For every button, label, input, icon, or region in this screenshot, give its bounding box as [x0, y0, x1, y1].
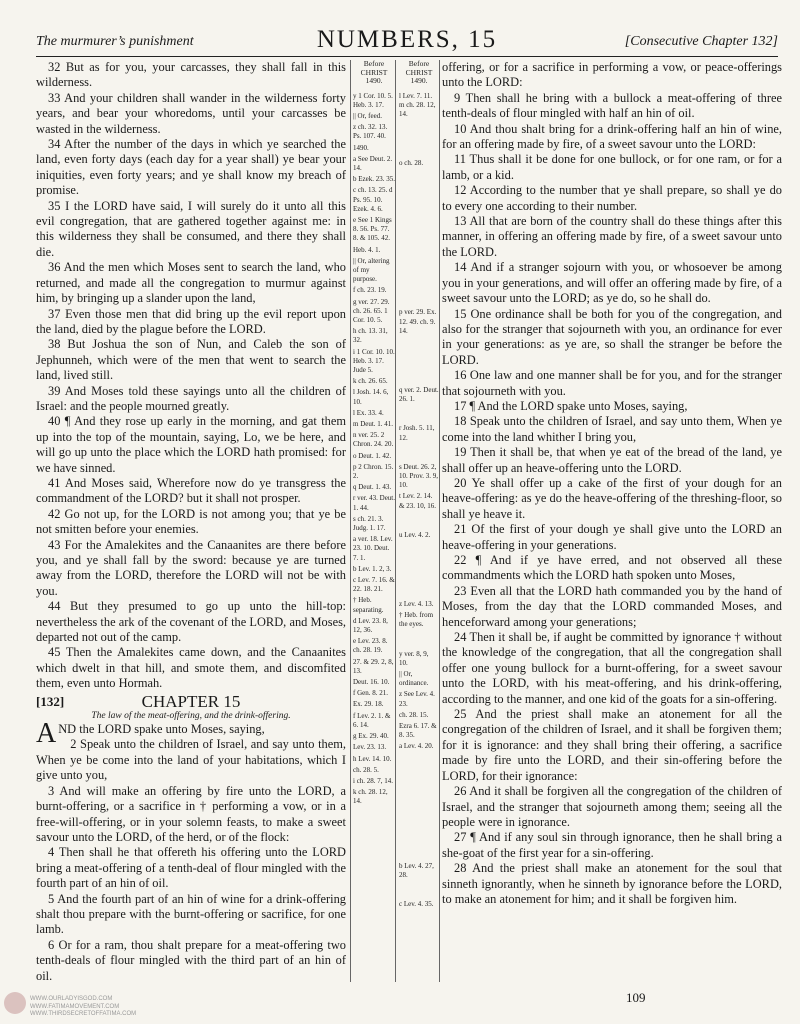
margin-reference: b Ezek. 23. 35.	[353, 175, 395, 184]
verse: 15 One ordinance shall be both for you of the congregation, and also for the stranger that sojourneth with you, an ordinance for ever in your generations: as ye are, so shall the stranger be before the LORD.	[442, 306, 782, 367]
verse: 43 For the Amalekites and the Canaanites are there before you, and ye shall fall by the sword: because ye are turned away from the LORD, therefore the LORD will not be with you.	[36, 537, 346, 598]
margin-header: Before CHRIST 1490.	[360, 60, 388, 85]
margin-reference: a See Deut. 2. 14.	[353, 154, 393, 172]
verse: 35 I the LORD have said, I will surely do it unto all this evil congregation, that are gathered together against me: in this wilderness they shall be consumed, and there they shall die.	[36, 198, 346, 259]
chapter-heading	[36, 691, 346, 711]
margin-reference: Deut. 16. 10.	[353, 678, 390, 687]
margin-reference: f Lev. 2. 1. & 6. 14.	[353, 711, 391, 729]
verse: 9 Then shall he bring with a bullock a meat-offering of three tenth-deals of flour mingled with half an hin of oil.	[442, 90, 782, 121]
watermark-line: WWW.FATIMAMOVEMENT.COM	[30, 1003, 120, 1010]
margin-reference: † Heb. separating.	[353, 596, 384, 614]
margin-reference: Lev. 23. 13.	[353, 743, 387, 752]
margin-reference: Ex. 29. 18.	[353, 700, 384, 709]
margin-reference: o Deut. 1. 42.	[353, 451, 392, 460]
verse: 19 Then it shall be, that when ye eat of the bread of the land, ye shall offer up an heave-offering unto the LORD.	[442, 445, 782, 475]
margin-reference: 1490.	[353, 143, 369, 152]
consecutive-chapter-label: [Consecutive Chapter 132]	[624, 34, 778, 49]
verse: offering, or for a sacrifice in performing a vow, or peace-offerings unto the LORD:	[442, 60, 782, 90]
margin-reference: m Deut. 1. 41.	[353, 420, 394, 428]
verse: 13 All that are born of the country shall do these things after this manner, in offering an offering made by fire, of a sweet savour unto the LORD.	[442, 214, 782, 259]
margin-reference: c Lev. 4. 35.	[399, 900, 434, 908]
margin-reference: u Lev. 4. 2.	[399, 530, 431, 539]
margin-reference: a ver. 18. Lev. 23. 10. Deut. 7. 1.	[353, 535, 393, 562]
verse: 12 According to the number that ye shall prepare, so shall ye do to every one according to their number.	[442, 183, 782, 213]
book-chapter-title: NUMBERS, 15	[316, 26, 498, 53]
right-margin-references	[397, 60, 440, 982]
verse: 23 Even all that the LORD hath commanded you by the hand of Moses, from the day that the LORD commanded Moses, and henceforward among your generations;	[442, 583, 782, 629]
margin-reference: i ch. 28. 7, 14.	[353, 776, 394, 785]
margin-reference: h Lev. 14. 10.	[353, 754, 392, 763]
website-watermark	[4, 996, 136, 1019]
margin-reference: p ver. 29. Ex. 12. 49. ch. 9. 14.	[399, 308, 437, 335]
margin-reference: s ch. 21. 3. Judg. 1. 17.	[353, 514, 386, 533]
verse: 40 ¶ And they rose up early in the morning, and gat them up into the top of the mountain, saying, Lo, we be here, and will go up unto the place which the LORD hath promised: for we have sinned.	[36, 414, 346, 475]
right-text-column	[442, 60, 782, 982]
verse: 18 Speak unto the children of Israel, and say unto them, When ye come into the land whither I bring you,	[442, 414, 782, 444]
margin-reference: s Deut. 26. 2, 10. Prov. 3. 9, 10.	[399, 462, 439, 490]
margin-reference: i 1 Cor. 10. 10. Heb. 3. 17. Jude 5.	[353, 347, 395, 374]
margin-reference: r ver. 43. Deut. 1. 44.	[353, 494, 395, 512]
margin-reference: n ver. 25. 2 Chron. 24. 20.	[353, 431, 394, 449]
verse: 11 Thus shall it be done for one bullock, or for one ram, or for a lamb, or a kid.	[442, 152, 782, 182]
verse: 26 And it shall be forgiven all the congregation of the children of Israel, and the stranger that sojourneth among them; seeing all the people were in ignorance.	[442, 784, 782, 829]
margin-reference: b Lev. 1. 2, 3.	[353, 564, 392, 573]
verse: 34 After the number of the days in which ye searched the land, even forty days (each day for a year shall) ye bear your iniquities, even forty years; and ye shall know my breach of promise.	[36, 137, 346, 198]
verse: 14 And if a stranger sojourn with you, or whosoever be among you in your generations, and will offer an offering made by fire, of a sweet savour unto the LORD; as ye do, so he shall do.	[442, 260, 782, 306]
verse: 4 Then shall he that offereth his offering unto the LORD bring a meat-offering of a tenth-deal of flour mingled with the fourth part of an hin of oil.	[36, 845, 346, 891]
margin-reference: ch. 28. 15.	[399, 710, 429, 719]
margin-reference: e See 1 Kings 8. 56. Ps. 77. 8. & 105. 42.	[353, 215, 392, 243]
verse: 44 But they presumed to go up unto the hill-top: nevertheless the ark of the covenant of the LORD, and Moses, departed not out of the camp.	[36, 599, 346, 645]
margin-reference: h ch. 13. 31, 32.	[353, 327, 388, 345]
chapter-title: CHAPTER 15	[141, 691, 241, 711]
margin-reference: d Lev. 23. 8, 12, 36.	[353, 616, 388, 635]
verse: 36 And the men which Moses sent to search the land, who returned, and made all the congregation to murmur against him, by bringing up a slander upon the land,	[36, 260, 346, 306]
margin-reference: z ch. 32. 13. Ps. 107. 40.	[353, 123, 388, 141]
margin-reference: l Ex. 33. 4.	[353, 408, 384, 417]
verse: 37 Even those men that did bring up the evil report upon the land, died by the plague before the LORD.	[36, 306, 346, 336]
margin-reference: l Josh. 14. 6, 10.	[353, 388, 389, 406]
margin-reference: q ver. 2. Deut. 26. 1.	[399, 385, 439, 404]
verse: 41 And Moses said, Wherefore now do ye transgress the commandment of the LORD? but it shall not prosper.	[36, 475, 346, 506]
verse: 45 Then the Amalekites came down, and the Canaanites which dwelt in that hill, and smote them, and discomfited them, even unto Hormah.	[36, 645, 346, 691]
verse: 2 Speak unto the children of Israel, and say unto them, When ye be come into the land of your habitations, which I give unto you,	[36, 737, 346, 783]
verse: 22 ¶ And if ye have erred, and not observed all these commandments which the LORD hath spoken unto Moses,	[442, 553, 782, 583]
verse: 39 And Moses told these sayings unto all the children of Israel: and the people mourned greatly.	[36, 383, 346, 413]
margin-reference: || Or, ordinance.	[399, 669, 429, 688]
margin-reference: l Lev. 7. 11. m ch. 28. 12, 14.	[399, 91, 436, 118]
margin-reference: z See Lev. 4. 23.	[399, 690, 435, 708]
chapter-summary: The law of the meat-offering, and the drink-offering.	[91, 711, 291, 722]
margin-reference: ch. 28. 5.	[353, 765, 379, 774]
drop-cap: A	[36, 718, 57, 750]
left-text-column	[36, 60, 346, 982]
margin-reference: o ch. 28.	[399, 159, 424, 168]
margin-reference: f Gen. 8. 21.	[353, 689, 388, 698]
verse: 33 And your children shall wander in the wilderness forty years, and bear your whoredoms, until your carcasses be wasted in the wilderness.	[36, 90, 346, 136]
margin-reference: r Josh. 5. 11, 12.	[399, 424, 435, 442]
margin-reference: t Lev. 2. 14. & 23. 10, 16.	[399, 492, 436, 510]
verse: 42 Go not up, for the LORD is not among you; that ye be not smitten before your enemies.	[36, 506, 346, 537]
margin-reference: p 2 Chron. 15. 2.	[353, 462, 394, 481]
watermark-line: WWW.OURLADYISGOD.COM	[30, 996, 113, 1002]
consecutive-chapter-number: [132]	[36, 693, 65, 709]
margin-reference: c ch. 13. 25. d Ps. 95. 10. Ezek. 4. 6.	[353, 186, 393, 213]
verse: 5 And the fourth part of an hin of wine for a drink-offering shalt thou prepare with the burnt-offering or sacrifice, for one lamb.	[36, 891, 346, 937]
margin-reference: 27. & 29. 2, 8, 13.	[353, 657, 394, 675]
margin-reference: † Heb. from the eyes.	[399, 611, 434, 629]
verse: ND the LORD spake unto Moses, saying,	[58, 722, 265, 737]
margin-reference: y 1 Cor. 10. 5. Heb. 3. 17.	[353, 91, 393, 109]
margin-reference: Ezra 6. 17. & 8. 35.	[399, 721, 437, 740]
verse: 27 ¶ And if any soul sin through ignorance, then he shall bring a she-goat of the first year for a sin-offering.	[442, 830, 782, 860]
verse: 28 And the priest shall make an atonement for the soul that sinneth ignorantly, when he sinneth by ignorance before the LORD, to make an atonement for him; and it shall be forgiven him.	[442, 861, 782, 906]
margin-reference: e Lev. 23. 8. ch. 28. 19.	[353, 637, 388, 655]
margin-reference: || Or, altering of my purpose.	[353, 256, 390, 284]
left-margin-references	[350, 60, 396, 982]
verse: 20 Ye shall offer up a cake of the first of your dough for an heave-offering: as ye do the heave-offering of the threshing-floor, so shall ye heave it.	[442, 475, 782, 521]
margin-reference: y ver. 8, 9, 10.	[399, 649, 429, 667]
margin-reference: g ver. 27. 29. ch. 26. 65. 1 Cor. 10. 5.	[353, 297, 390, 324]
margin-reference: Heb. 4. 1.	[353, 245, 381, 254]
margin-reference: g Ex. 29. 40.	[353, 732, 389, 741]
verse: 6 Or for a ram, thou shalt prepare for a meat-offering two tenth-deals of flour mingled with the third part of an hin of oil.	[36, 937, 346, 982]
verse: 32 But as for you, your carcasses, they shall fall in this wilderness.	[36, 60, 346, 90]
margin-reference: q Deut. 1. 43.	[353, 483, 392, 492]
verse: 10 And thou shalt bring for a drink-offering half an hin of wine, for an offering made by fire, of a sweet savour unto the LORD:	[442, 121, 782, 152]
page-header	[36, 26, 778, 57]
margin-reference: || Or, feed.	[353, 111, 382, 120]
margin-reference: c Lev. 7. 16. & 22. 18. 21.	[353, 576, 395, 594]
verse: 17 ¶ And the LORD spake unto Moses, saying,	[454, 398, 688, 413]
running-head-left: The murmurer’s punishment	[36, 34, 194, 49]
watermark-line: WWW.THIRDSECRETOFFATIMA.COM	[30, 1011, 137, 1017]
margin-reference: k ch. 28. 12, 14.	[353, 788, 388, 806]
margin-reference: f ch. 23. 19.	[353, 286, 387, 295]
verse: 25 And the priest shall make an atonement for all the congregation of the children of Israel, and it shall be forgiven them; for it is ignorance: and they shall bring their offering, a sacrifice made by fire unto the LORD, and their sin-offering before the LORD, for their ignorance:	[442, 707, 782, 783]
verse: 21 Of the first of your dough ye shall give unto the LORD an heave-offering in your generations.	[442, 522, 782, 552]
margin-reference: b Lev. 4. 27, 28.	[399, 861, 434, 879]
margin-header: Before CHRIST 1490.	[405, 60, 433, 85]
verse: 38 But Joshua the son of Nun, and Caleb the son of Jephunneh, which were of the men that went to search the land, lived still.	[36, 337, 346, 383]
verse: 24 Then it shall be, if aught be committed by ignorance † without the knowledge of the congregation, that all the congregation shall offer one young bullock for a burnt-offering, for a sweet savour unto the LORD, with his meat-offering, and his drink-offering, according to the manner, and one kid of the goats for a sin-offering.	[442, 630, 782, 706]
margin-reference: a Lev. 4. 20.	[399, 742, 434, 751]
margin-reference: z Lev. 4. 13.	[399, 599, 434, 608]
verse: 3 And will make an offering by fire unto the LORD, a burnt-offering, or a sacrifice in † performing a vow, or in a free-will-offering, or in your solemn feasts, to make a sweet savour unto the LORD, of the herd, or of the flock:	[36, 783, 346, 844]
page-number: 109	[626, 990, 646, 1005]
margin-reference: k ch. 26. 65.	[353, 377, 388, 386]
verse: 16 One law and one manner shall be for you, and for the stranger that sojourneth with you.	[442, 368, 782, 398]
